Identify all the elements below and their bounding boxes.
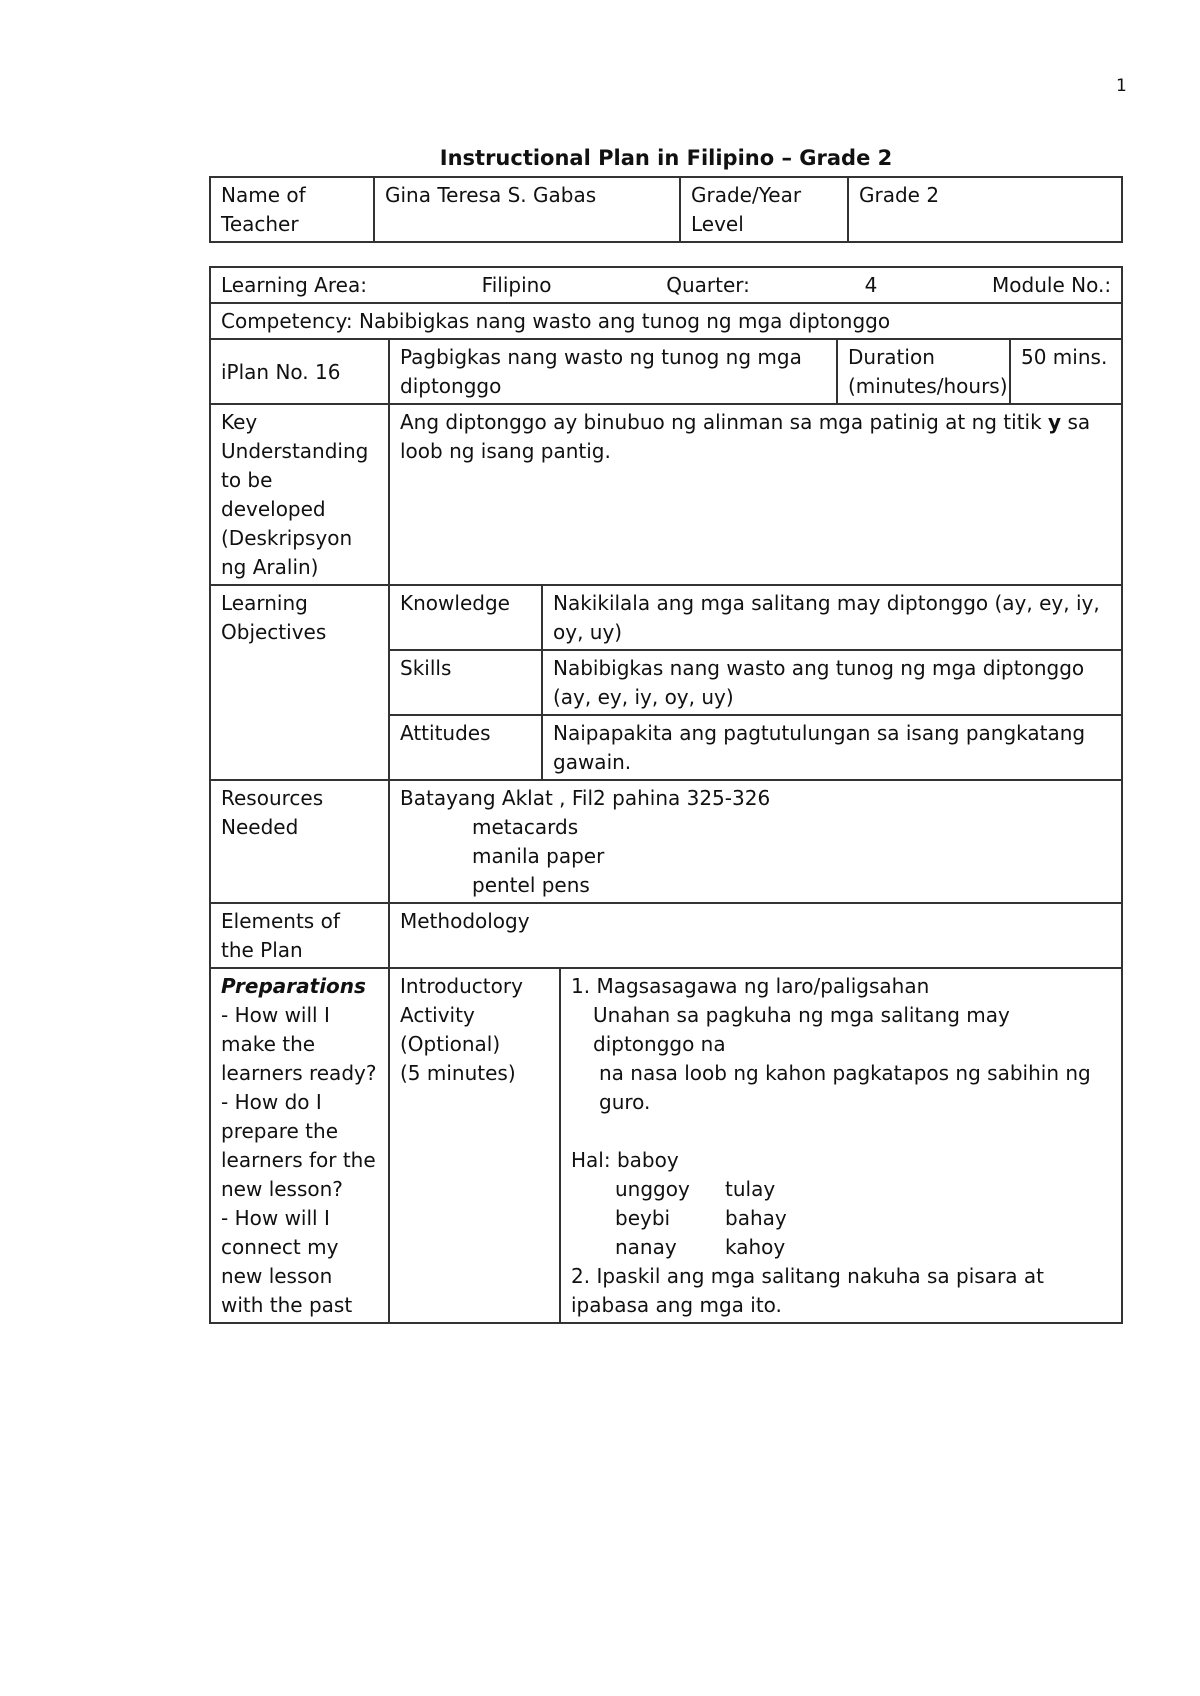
duration-label: Duration (minutes/hours) <box>837 339 1010 404</box>
objective-text-skills: Nabibigkas nang wasto ang tunog ng mga diptonggo (ay, ey, iy, oy, uy) <box>542 650 1122 715</box>
preparations-title: Preparations <box>221 974 366 998</box>
resource-item: pentel pens <box>472 873 590 897</box>
activity-step-1-line3: na nasa loob ng kahon pagkatapos ng sabihin ng guro. <box>599 1061 1091 1114</box>
example-word: unggoy <box>615 1177 690 1201</box>
activity-step-1-line2: Unahan sa pagkuha ng mga salitang may diptonggo na <box>593 1003 1010 1056</box>
prep-question: - How will I connect my new lesson with the past <box>221 1206 353 1317</box>
spacer <box>571 1117 1111 1146</box>
page-number: 1 <box>1116 76 1127 96</box>
prep-question: - How will I make the learners ready? <box>221 1003 377 1085</box>
resource-item: Batayang Aklat , Fil2 pahina 325-326 <box>400 786 771 810</box>
learning-area-value: Filipino <box>481 273 552 297</box>
key-text-bold: y <box>1048 410 1062 434</box>
objective-text-knowledge: Nakikilala ang mga salitang may diptonggo (ay, ey, iy, oy, uy) <box>542 585 1122 650</box>
learning-area-row <box>210 267 1122 303</box>
example-word: beybi <box>615 1206 671 1230</box>
example-label: Hal: baboy <box>571 1148 679 1172</box>
intro-label: Introductory Activity (Optional) <box>400 974 523 1056</box>
objective-text-attitudes: Naipapakita ang pagtutulungan sa isang pangkatang gawain. <box>542 715 1122 780</box>
competency: Competency: Nabibigkas nang wasto ang tunog ng mga diptonggo <box>210 303 1122 339</box>
name-label: Name of Teacher <box>210 177 374 242</box>
teacher-info-table <box>209 176 1123 243</box>
example-word: kahoy <box>725 1235 786 1259</box>
example-word: tulay <box>725 1177 776 1201</box>
key-understanding-label: Key Understanding to be developed (Deskripsyon ng Aralin) <box>210 404 389 585</box>
activity-step-1: 1. Magsasagawa ng laro/paligsahan <box>571 974 930 998</box>
name-value: Gina Teresa S. Gabas <box>374 177 680 242</box>
module-label: Module No.: <box>992 273 1112 297</box>
quarter-label: Quarter: <box>666 273 750 297</box>
objective-type-skills: Skills <box>389 650 542 715</box>
key-text-before: Ang diptonggo ay binubuo ng alinman sa mga patinig at ng titik <box>400 410 1049 434</box>
quarter-value: 4 <box>864 273 878 297</box>
activity-step-2: 2. Ipaskil ang mga salitang nakuha sa pisara at ipabasa ang mga ito. <box>571 1264 1044 1317</box>
prep-question: - How do I prepare the learners for the new lesson? <box>221 1090 376 1201</box>
resource-item: metacards <box>472 815 579 839</box>
key-understanding-text <box>389 404 1122 585</box>
document-title: Instructional Plan in Filipino – Grade 2 <box>439 146 893 170</box>
grade-value: Grade 2 <box>848 177 1122 242</box>
grade-label: Grade/Year Level <box>680 177 848 242</box>
intro-activity-cell <box>389 968 560 1323</box>
intro-minutes: (5 minutes) <box>400 1061 516 1085</box>
objectives-label: Learning Objectives <box>210 585 389 780</box>
iplan-title: Pagbigkas nang wasto ng tunog ng mga diptonggo <box>389 339 837 404</box>
activity-cell <box>560 968 1122 1323</box>
example-words <box>615 1175 1111 1262</box>
example-word: nanay <box>615 1235 677 1259</box>
learning-area-label: Learning Area: <box>221 273 367 297</box>
preparations-cell <box>210 968 389 1323</box>
key-text-after: sa loob ng isang pantig. <box>400 410 1091 463</box>
objective-type-knowledge: Knowledge <box>389 585 542 650</box>
lesson-plan-table <box>209 266 1123 1324</box>
resources-label: Resources Needed <box>210 780 389 903</box>
resources-list <box>389 780 1122 903</box>
duration-value: 50 mins. <box>1010 339 1122 404</box>
objective-type-attitudes: Attitudes <box>389 715 542 780</box>
resource-item: manila paper <box>472 844 605 868</box>
iplan-label: iPlan No. 16 <box>210 339 389 404</box>
elements-label: Elements of the Plan <box>210 903 389 968</box>
example-word: bahay <box>725 1206 787 1230</box>
methodology-label: Methodology <box>389 903 1122 968</box>
